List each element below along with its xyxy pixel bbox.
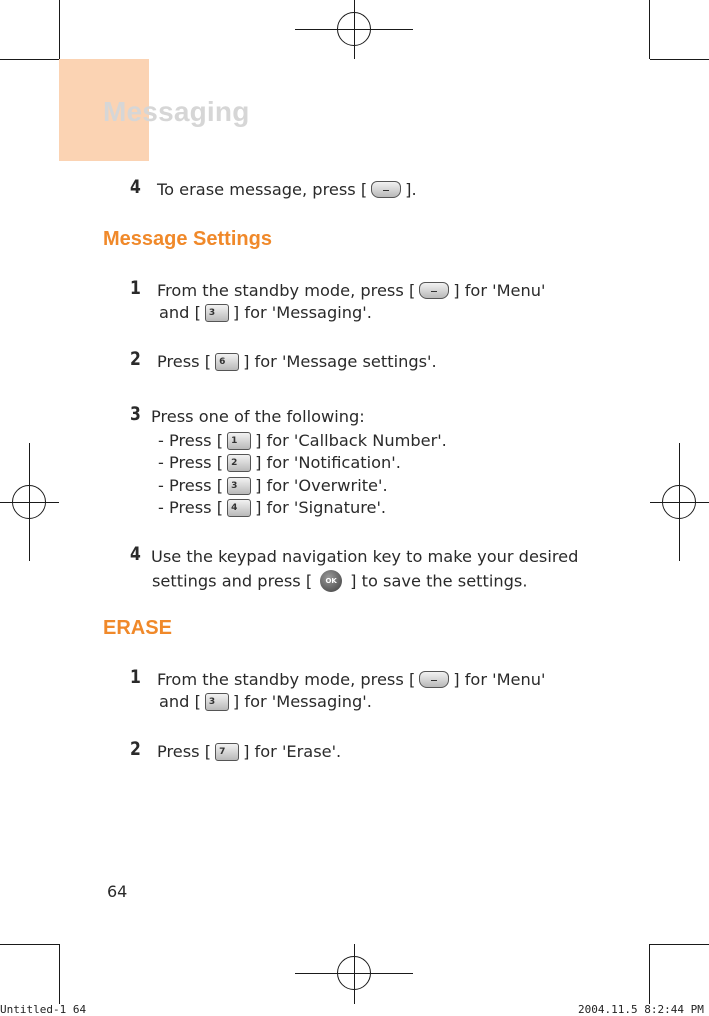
crop-mark <box>0 59 59 60</box>
step-text-part: From the standby mode, press [ <box>157 281 416 300</box>
option-text: - Press [ <box>158 498 224 517</box>
soft-key-icon <box>419 671 449 688</box>
step-text-part: From the standby mode, press [ <box>157 670 416 689</box>
step-text <box>157 281 545 301</box>
print-footer-right: 2004.11.5 8:2:44 PM <box>578 1003 704 1016</box>
page-number: 64 <box>107 882 128 901</box>
step-text-part: and [ <box>159 303 201 322</box>
option-text: - Press [ <box>158 453 224 472</box>
step-text-part: Press [ <box>157 352 212 371</box>
step-text-part: settings and press [ <box>152 571 313 591</box>
key-3-icon: 3 <box>205 693 229 711</box>
step-text <box>157 180 417 200</box>
registration-circle <box>337 12 371 46</box>
key-3-icon: 3 <box>227 477 251 495</box>
crop-mark <box>649 0 650 59</box>
step-text-part: Press [ <box>157 742 212 761</box>
step-number: 2 <box>130 348 141 370</box>
step-text-part: ] for 'Menu' <box>453 281 546 300</box>
registration-circle <box>662 485 696 519</box>
option-text: ] for 'Signature'. <box>255 498 387 517</box>
option-text: - Press [ <box>158 431 224 450</box>
step-text <box>157 742 341 762</box>
step-text <box>157 670 545 690</box>
registration-circle <box>337 956 371 990</box>
ok-key-icon: OK <box>320 570 342 592</box>
option-item <box>158 431 447 451</box>
step-text-part: and [ <box>159 692 201 711</box>
step-number: 1 <box>130 666 141 688</box>
option-item <box>158 476 388 496</box>
step-text-part: ] for 'Messaging'. <box>232 303 372 322</box>
key-2-icon: 2 <box>227 454 251 472</box>
section-title: Messaging <box>103 96 250 127</box>
message-settings-heading: Message Settings <box>103 228 272 250</box>
crop-mark <box>59 944 60 1004</box>
step-number: 1 <box>130 277 141 299</box>
step-number: 3 <box>130 403 141 425</box>
crop-mark <box>0 944 59 945</box>
step-number: 2 <box>130 738 141 760</box>
option-text: ] for 'Callback Number'. <box>255 431 447 450</box>
step-text: Use the keypad navigation key to make your desired <box>151 547 579 566</box>
key-4-icon: 4 <box>227 499 251 517</box>
step-number: 4 <box>130 176 141 198</box>
step-text <box>159 692 372 712</box>
soft-key-icon <box>419 282 449 299</box>
step-text <box>152 571 527 593</box>
erase-heading: ERASE <box>103 617 172 639</box>
step-text <box>157 352 437 372</box>
option-item <box>158 498 386 518</box>
option-text: ] for 'Notification'. <box>255 453 401 472</box>
step-text-part: ] for 'Menu' <box>453 670 546 689</box>
step-text-part: To erase message, press [ <box>157 180 368 199</box>
registration-circle <box>12 485 46 519</box>
step-text-part: ] to save the settings. <box>350 571 528 591</box>
key-6-icon: 6 <box>215 353 239 371</box>
step-text <box>159 303 372 323</box>
crop-mark <box>649 944 650 1004</box>
crop-mark <box>59 0 60 59</box>
soft-key-icon <box>371 181 401 198</box>
step-text-part: ] for 'Erase'. <box>243 742 342 761</box>
step-text: Press one of the following: <box>151 407 365 426</box>
step-text-part: ] for 'Message settings'. <box>243 352 437 371</box>
key-3-icon: 3 <box>205 304 229 322</box>
step-text-part: ]. <box>405 180 417 199</box>
crop-mark <box>650 944 709 945</box>
print-footer-left: Untitled-1 64 <box>0 1003 87 1016</box>
step-text-part: ] for 'Messaging'. <box>232 692 372 711</box>
option-item <box>158 453 401 473</box>
step-number: 4 <box>130 543 141 565</box>
key-7-icon: 7 <box>215 743 239 761</box>
key-1-icon: 1 <box>227 432 251 450</box>
option-text: - Press [ <box>158 476 224 495</box>
option-text: ] for 'Overwrite'. <box>255 476 388 495</box>
crop-mark <box>650 59 709 60</box>
